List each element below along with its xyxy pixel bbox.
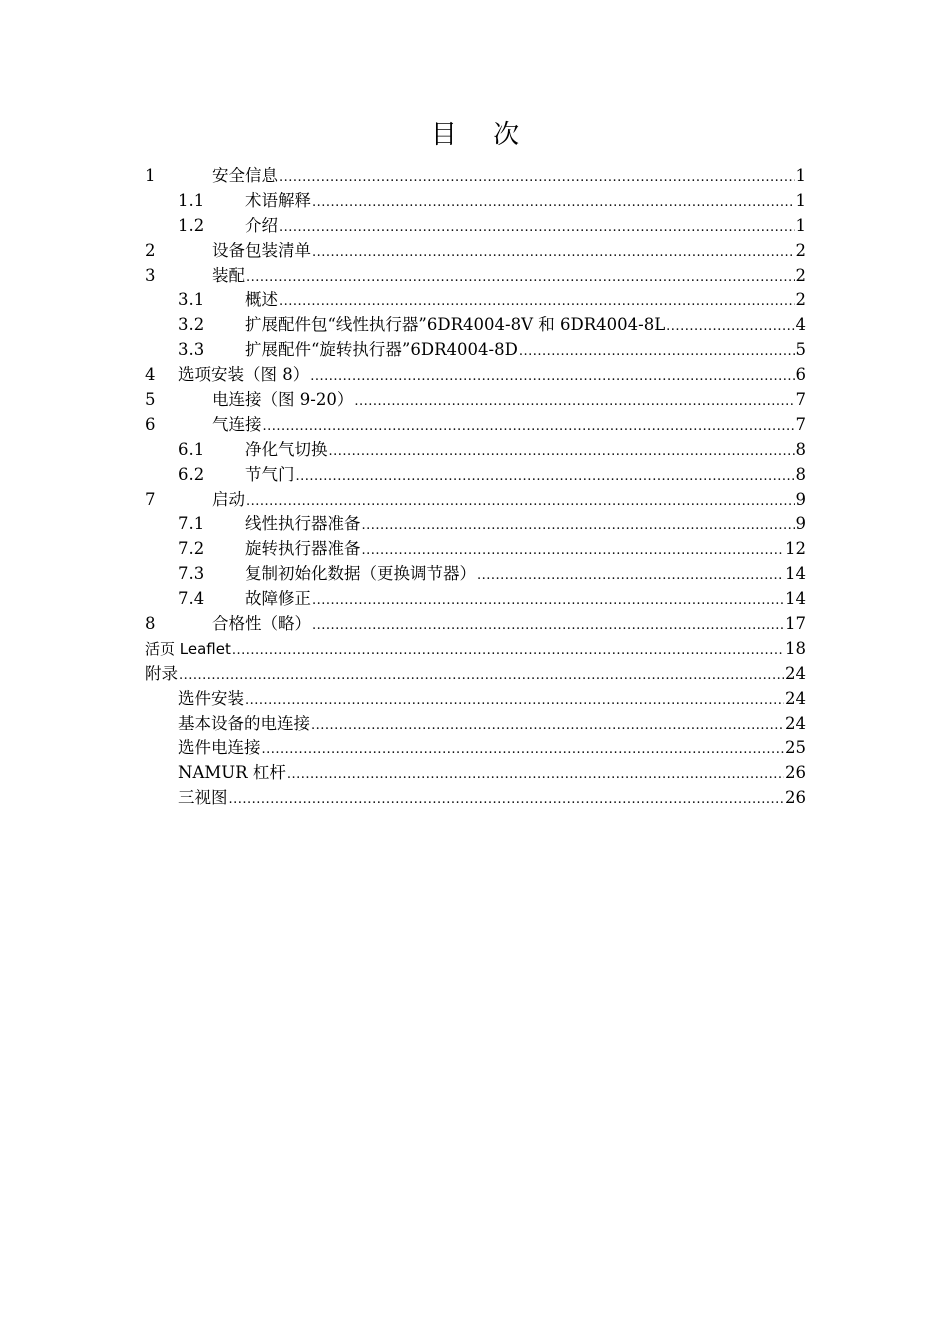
toc-entry[interactable]: [145, 612, 806, 637]
toc-entry-page: 14: [785, 589, 806, 609]
toc-entry[interactable]: [145, 512, 806, 537]
toc-entry-title: 启动: [212, 489, 245, 509]
page-title: 目 次: [430, 120, 534, 150]
toc-entry-title: 活页 Leaflet: [145, 639, 231, 658]
toc-entry-page: 6: [795, 365, 806, 385]
toc-entry[interactable]: [145, 488, 806, 513]
toc-entry-number: 7: [145, 489, 156, 509]
toc-entry[interactable]: [145, 438, 806, 463]
toc-leader-dots: [666, 313, 794, 340]
toc-entry-title: 旋转执行器准备: [245, 539, 361, 559]
toc-entry-title: 净化气切换: [245, 439, 328, 459]
toc-leader-dots: [232, 637, 784, 664]
toc-entry-title: 介绍: [245, 215, 278, 235]
toc-entry-title: 设备包装清单: [212, 240, 311, 260]
toc-entry-title: 气连接: [212, 414, 262, 434]
toc-entry[interactable]: [145, 239, 806, 264]
toc-entry-title: NAMUR 杠杆: [178, 763, 286, 783]
toc-entry-title: 三视图: [178, 788, 228, 808]
toc-leader-dots: [279, 164, 795, 191]
toc-entry-number: 7.1: [178, 514, 205, 534]
toc-leader-dots: [312, 239, 795, 266]
toc-entry-number: 1.2: [178, 215, 205, 235]
toc-leader-dots: [312, 612, 784, 639]
toc-entry-title: 扩展配件包“线性执行器”6DR4004-8V 和 6DR4004-8L: [245, 315, 666, 335]
toc-entry[interactable]: [145, 264, 806, 289]
toc-entry-title: 节气门: [245, 464, 295, 484]
toc-entry-title: 装配: [212, 265, 245, 285]
toc-entry[interactable]: [145, 761, 806, 786]
toc-entry-title: 术语解释: [245, 190, 311, 210]
toc-entry-title: 概述: [245, 290, 278, 310]
toc-entry[interactable]: [145, 637, 806, 662]
toc-entry-page: 14: [785, 564, 806, 584]
toc-entry-page: 9: [795, 489, 806, 509]
toc-entry-title: 扩展配件“旋转执行器”6DR4004-8D: [245, 340, 518, 360]
toc-entry-number: 3.3: [178, 340, 205, 360]
toc-entry-page: 8: [795, 439, 806, 459]
toc-entry[interactable]: [145, 413, 806, 438]
toc-entry-page: 4: [795, 315, 806, 335]
toc-entry[interactable]: [145, 288, 806, 313]
toc-entry-title: 复制初始化数据（更换调节器）: [245, 564, 476, 584]
toc-entry-number: 7.4: [178, 589, 205, 609]
toc-entry-page: 26: [785, 788, 806, 808]
toc-entry-title: 选件安装: [178, 688, 244, 708]
toc-entry[interactable]: [145, 388, 806, 413]
toc-entry-page: 8: [795, 464, 806, 484]
toc-entry-page: 7: [795, 414, 806, 434]
toc-entry-page: 2: [795, 290, 806, 310]
toc-entry[interactable]: [145, 463, 806, 488]
toc-entry-number: 7.2: [178, 539, 205, 559]
toc-entry-title: 选件电连接: [178, 738, 261, 758]
toc-entry-page: 24: [785, 663, 806, 683]
toc-entry-page: 12: [785, 539, 806, 559]
toc-entry-page: 1: [795, 215, 806, 235]
toc-leader-dots: [310, 363, 794, 390]
toc-leader-dots: [477, 562, 784, 589]
toc-entry-number: 6: [145, 414, 156, 434]
toc-entry-number: 2: [145, 240, 156, 260]
toc-entry-page: 26: [785, 763, 806, 783]
toc-entry-title: 故障修正: [245, 589, 311, 609]
toc-leader-dots: [245, 687, 784, 714]
toc-entry-page: 7: [795, 390, 806, 410]
toc-entry-page: 18: [785, 638, 806, 658]
toc-leader-dots: [296, 463, 795, 490]
toc-entry-title: 合格性（略）: [212, 614, 311, 634]
toc-leader-dots: [329, 438, 795, 465]
toc-leader-dots: [312, 587, 784, 614]
toc-entry-page: 17: [785, 614, 806, 634]
toc-entry-number: 1: [145, 166, 156, 185]
toc-entry-title: 线性执行器准备: [245, 514, 361, 534]
toc-entry[interactable]: [145, 736, 806, 761]
toc-entry[interactable]: [145, 189, 806, 214]
toc-leader-dots: [287, 761, 784, 788]
toc-entry-title: 安全信息: [212, 166, 278, 185]
toc-leader-dots: [279, 214, 795, 241]
toc-entry[interactable]: [145, 164, 806, 189]
toc-entry-number: 7.3: [178, 564, 205, 584]
toc-entry-title: 基本设备的电连接: [178, 713, 310, 733]
toc-entry-page: 24: [785, 688, 806, 708]
toc-entry[interactable]: [145, 712, 806, 737]
toc-entry-page: 9: [795, 514, 806, 534]
toc-entry[interactable]: [145, 363, 806, 388]
toc-entry-title: 电连接（图 9-20）: [212, 390, 354, 410]
toc-entry-number: 6.2: [178, 464, 205, 484]
toc-entry-number: 4: [145, 365, 156, 385]
toc-entry[interactable]: [145, 338, 806, 363]
toc-entry-number: 5: [145, 390, 156, 410]
toc-leader-dots: [354, 388, 794, 415]
toc-entry-page: 2: [795, 265, 806, 285]
toc-entry-number: 3: [145, 265, 156, 285]
toc-entry[interactable]: [145, 587, 806, 612]
toc-entry[interactable]: [145, 786, 806, 811]
toc-entry[interactable]: [145, 662, 806, 687]
toc-leader-dots: [263, 413, 795, 440]
toc-entry-page: 25: [785, 738, 806, 758]
toc-entry-number: 1.1: [178, 190, 205, 210]
toc-entry-page: 1: [795, 166, 806, 185]
toc-leader-dots: [229, 786, 785, 813]
toc-leader-dots: [179, 662, 784, 689]
toc-entry[interactable]: [145, 313, 806, 338]
toc-entry-title: 选项安装（图 8）: [178, 365, 310, 385]
toc-entry[interactable]: [145, 562, 806, 587]
toc-entry-number: 6.1: [178, 439, 205, 459]
toc-leader-dots: [312, 189, 795, 216]
toc-leader-dots: [246, 488, 795, 515]
toc-entry[interactable]: [145, 214, 806, 239]
toc-leader-dots: [362, 537, 785, 564]
toc-leader-dots: [362, 512, 795, 539]
toc-entry-page: 2: [795, 240, 806, 260]
toc-leader-dots: [246, 264, 795, 291]
toc-leader-dots: [279, 288, 795, 315]
toc-entry-page: 1: [795, 190, 806, 210]
toc-entry-page: 24: [785, 713, 806, 733]
toc-entry-number: 3.1: [178, 290, 205, 310]
toc-entry[interactable]: [145, 537, 806, 562]
toc-leader-dots: [519, 338, 795, 365]
toc-leader-dots: [262, 736, 785, 763]
toc-entry-number: 3.2: [178, 315, 205, 335]
toc-entry[interactable]: [145, 687, 806, 712]
toc-entry-title: 附录: [145, 663, 178, 683]
table-of-contents: [145, 164, 806, 811]
toc-leader-dots: [311, 712, 784, 739]
toc-entry-page: 5: [795, 340, 806, 360]
toc-entry-number: 8: [145, 614, 156, 634]
